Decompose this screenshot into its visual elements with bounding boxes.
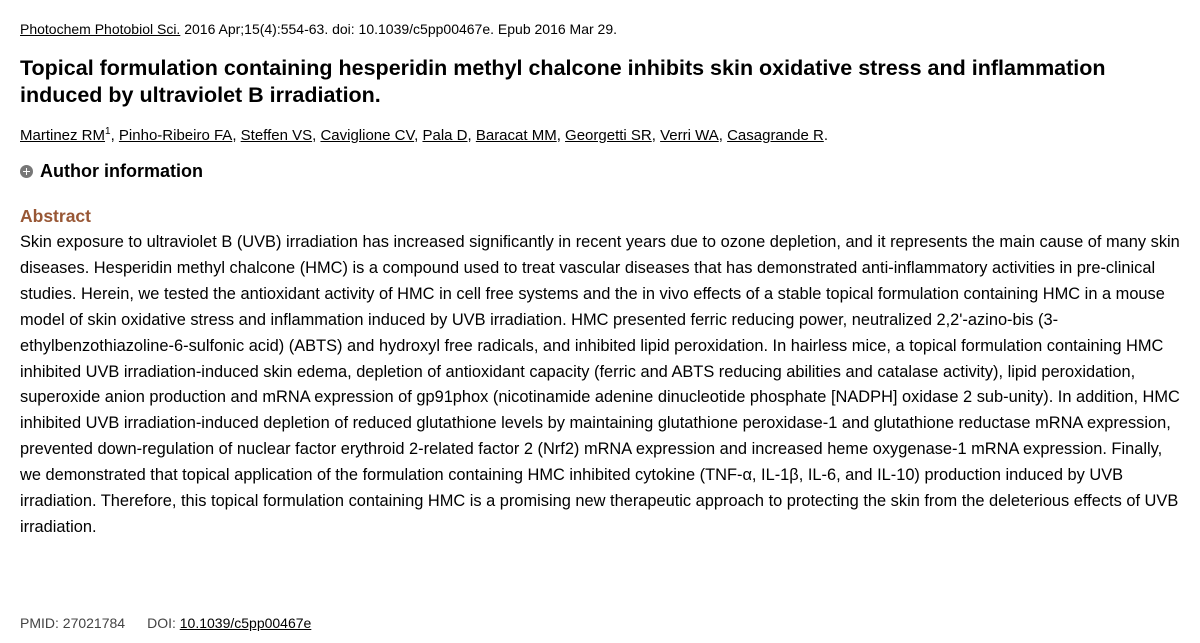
article-title: Topical formulation containing hesperidin methyl chalcone inhibits skin oxidative stress and inflammation induced by ultraviolet B irradiation. [20, 56, 1106, 107]
author-link[interactable]: Caviglione CV [320, 127, 415, 144]
author-information-toggle[interactable] [20, 160, 203, 182]
citation-line [20, 20, 617, 38]
journal-link[interactable]: Photochem Photobiol Sci. [20, 21, 181, 37]
pmid-label: PMID: [20, 615, 59, 631]
author-link[interactable]: Georgetti SR [565, 127, 652, 144]
author-link[interactable]: Martinez RM [20, 127, 106, 144]
abstract-heading: Abstract [20, 206, 91, 226]
author-link[interactable]: Baracat MM [475, 127, 557, 144]
pmid-value: 27021784 [62, 615, 126, 631]
author-affiliation-sup: 1 [105, 126, 111, 137]
author-list: Martinez $RM^1$, Pinho-Ribeiro FA, Steffen VS, Caviglione CV, Pala D, Baracat MM, Georgetti SR, Verri WA, Casagrande R. [20, 126, 828, 144]
identifiers-line [20, 614, 311, 632]
author-link[interactable]: Pinho-Ribeiro FA [118, 127, 233, 144]
abstract-text: Skin exposure to ultraviolet B (UVB) irradiation has increased significantly in recent years due to ozone depletion, and it represents the main cause of many skin diseases. Hesperidin methyl chalcone (HMC) is a compound used to treat vascular diseases that has demonstrated anti-inflammatory activities in pre-clinical studies. Herein, we tested the antioxidant activity of HMC in cell free systems and the in vivo effects of a stable topical formulation containing HMC in a mouse model of skin oxidative stress and inflammation induced by UVB irradiation. HMC presented ferric reducing power, neutralized 2,2'-azino-bis (3-ethylbenzothiazoline-6-sulfonic acid) (ABTS) and hydroxyl free radicals, and inhibited lipid peroxidation. In hairless mice, a topical formulation containing HMC inhibited UVB irradiation-induced skin edema, depletion of antioxidant capacity (ferric and ABTS reducing abilities and catalase activity), lipid peroxidation, superoxide anion production and mRNA expression of gp91phox (nicotinamide adenine dinucleotide phosphate [NADPH] oxidase 2 sub-unity). In addition, HMC inhibited UVB irradiation-induced depletion of reduced glutathione levels by maintaining glutathione peroxidase-1 and glutathione reductase mRNA expression, prevented down-regulation of nuclear factor erythroid 2-related factor 2 (Nrf2) mRNA expression and increased heme oxygenase-1 mRNA expression. Finally, we demonstrated that topical application of the formulation containing HMC inhibited cytokine (TNF-α, IL-1β, IL-6, and IL-10) production induced by UVB irradiation. Therefore, this topical formulation containing HMC is a promising new therapeutic approach to protecting the skin from the deleterious effects of UVB irradiation. [20, 233, 1180, 536]
author-information-label: Author information [40, 161, 203, 181]
author-link[interactable]: Casagrande R [727, 127, 824, 144]
doi-link[interactable]: 10.1039/c5pp00467e [179, 615, 312, 631]
author-link[interactable]: Pala D [422, 127, 468, 144]
expand-plus-icon[interactable] [20, 165, 33, 178]
author-link[interactable]: Verri WA [660, 127, 719, 144]
citation-details: 2016 Apr;15(4):554-63. doi: 10.1039/c5pp00467e. Epub 2016 Mar 29. [180, 21, 617, 37]
author-link[interactable]: Steffen VS [240, 127, 313, 144]
doi-label: DOI: [147, 615, 176, 631]
